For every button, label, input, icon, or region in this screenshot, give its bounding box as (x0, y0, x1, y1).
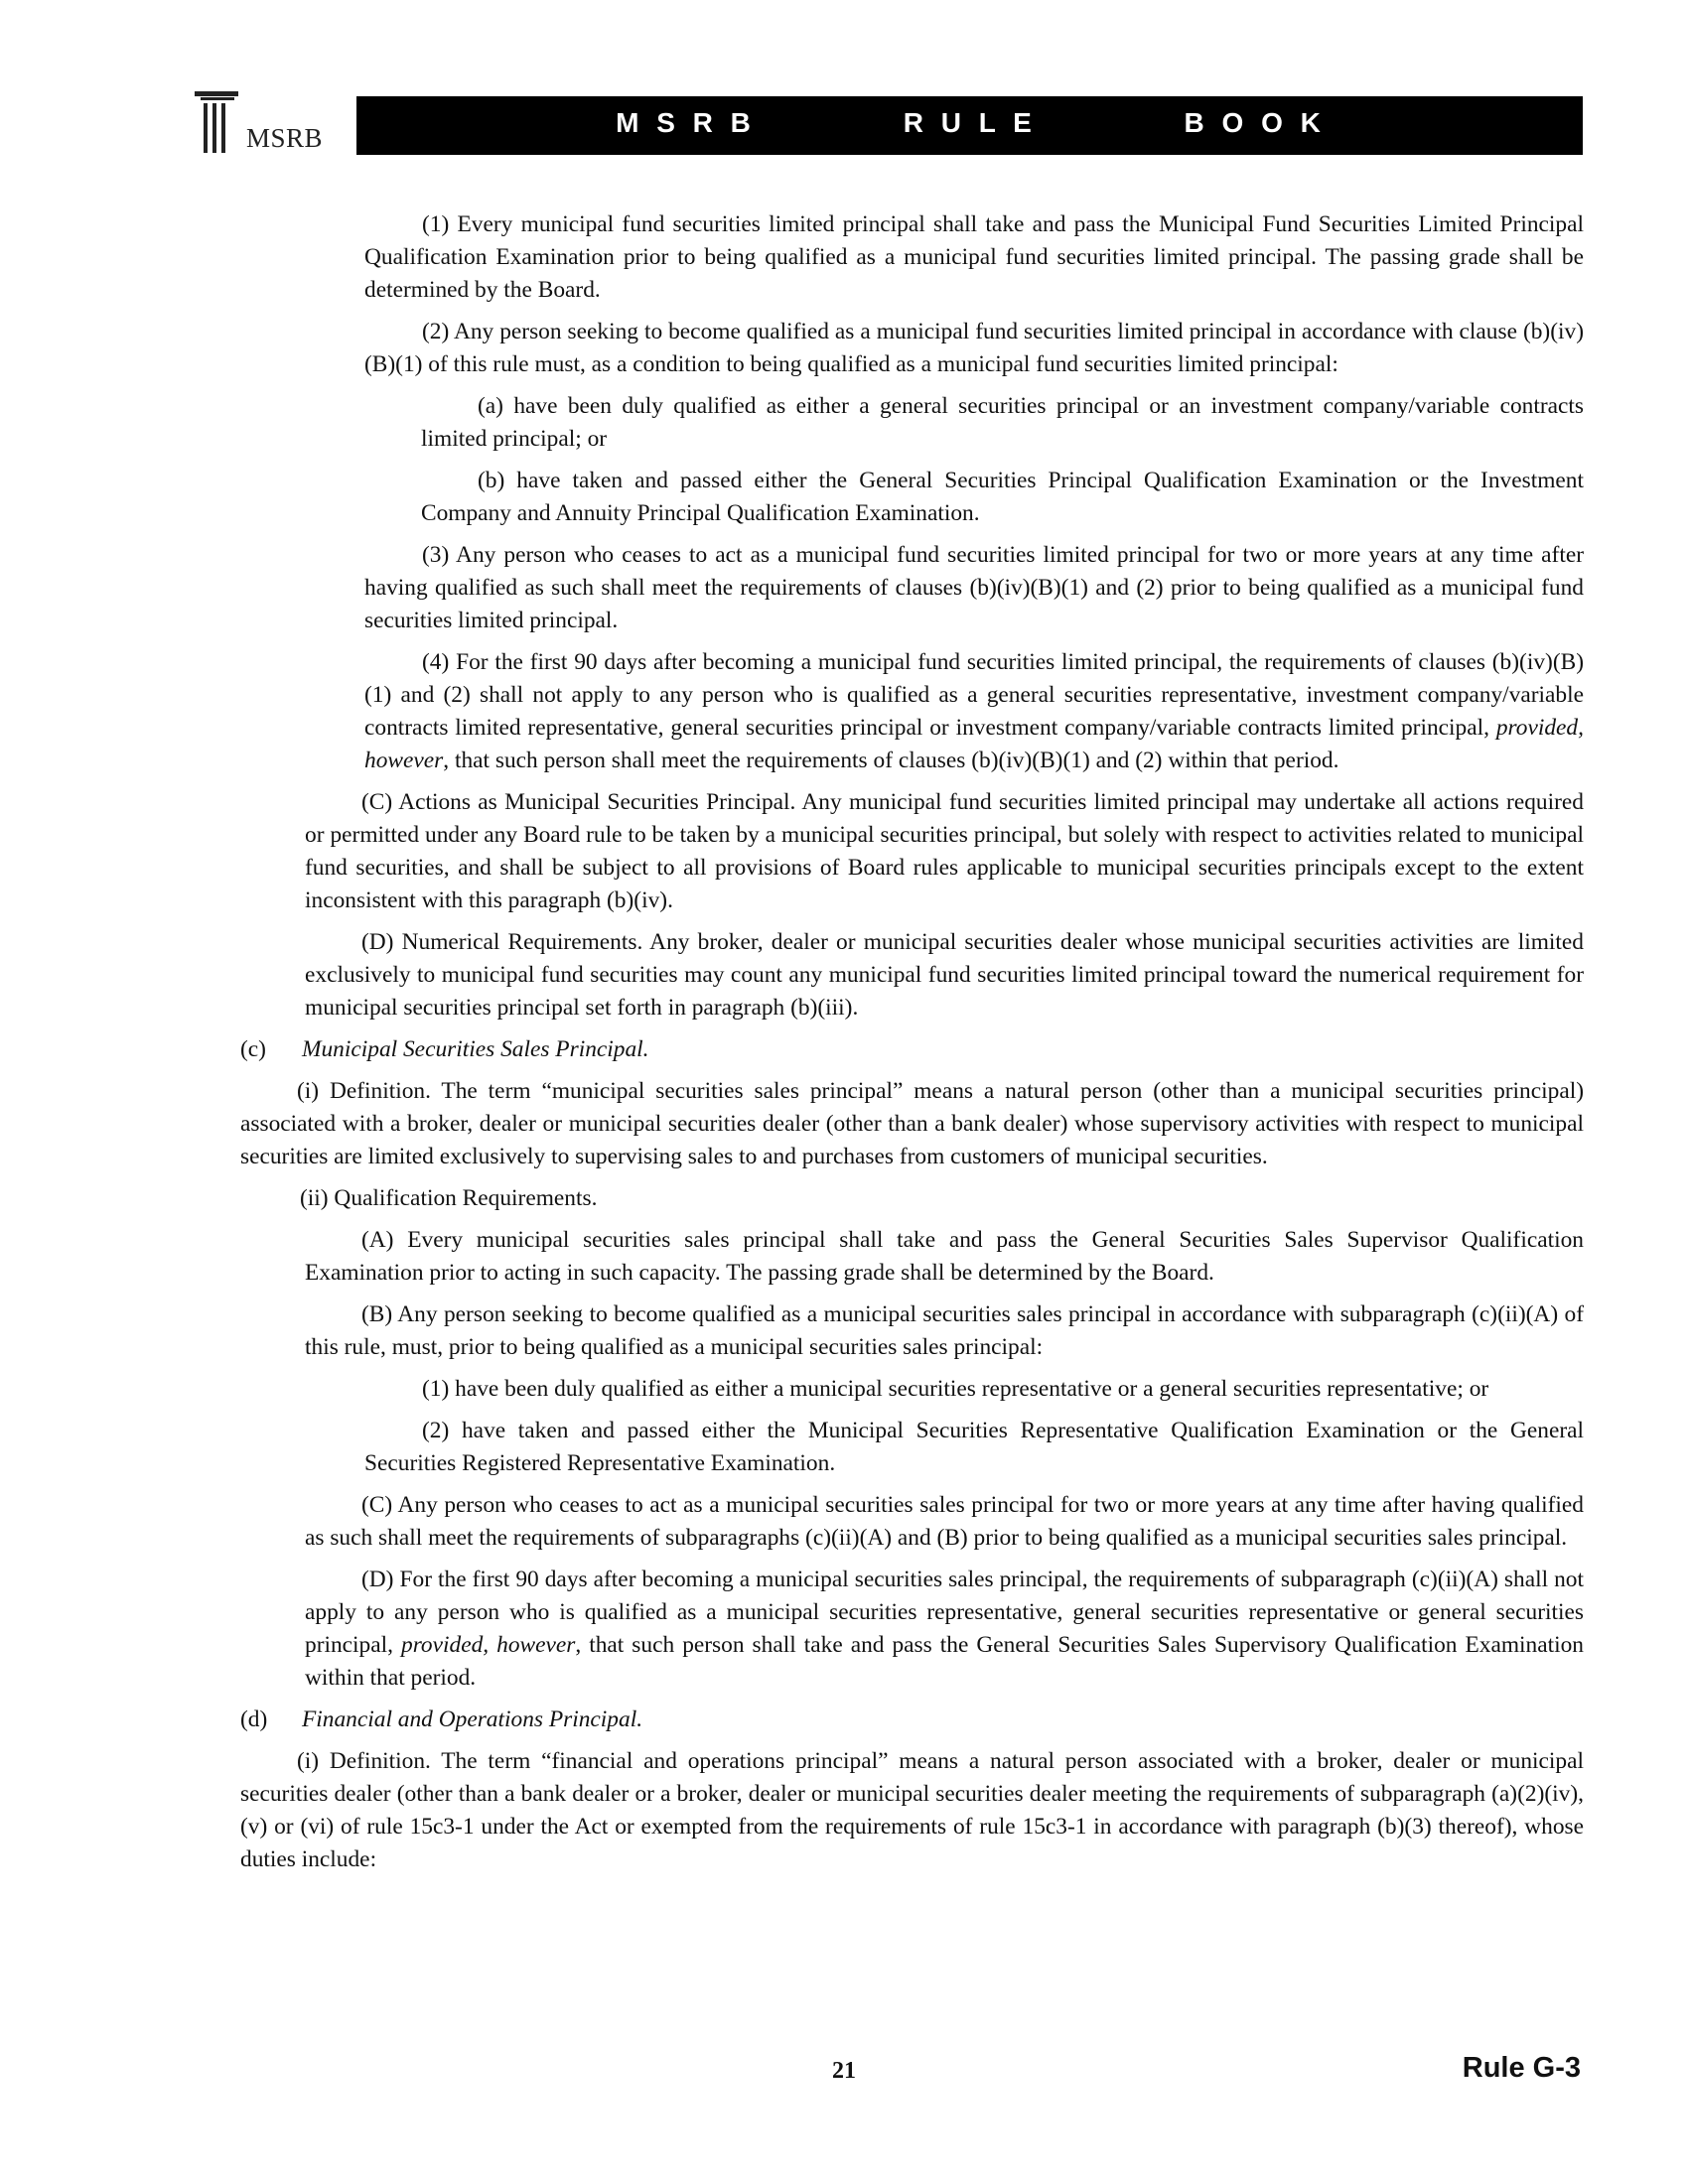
column-pillars-icon (195, 91, 240, 155)
paragraph-c-ii: (ii) Qualification Requirements. (300, 1185, 598, 1211)
section-c-title: Municipal Securities Sales Principal. (302, 1036, 649, 1062)
paragraph-b-iv-b-2-a: (a) have been duly qualified as either a general securities principal or an investment company/variable contracts limited principal; or (421, 393, 1584, 452)
paragraph-c-ii-b-1: (1) have been duly qualified as either a municipal securities representative or a general securities representative; or (422, 1376, 1489, 1402)
page-number: 21 (832, 2058, 856, 2084)
page-header (0, 0, 1688, 169)
paragraph-c-ii-b-2: (2) have taken and passed either the Municipal Securities Representative Qualification Examination or the General Securities Registered Representative Examination. (364, 1418, 1584, 1476)
ciiD-text-end: , that such person shall take and pass the General Securities Sales Supervisory Qualification Examination within that period. (305, 1632, 1584, 1691)
rulebook-banner (356, 96, 1583, 155)
paragraph-b-iv-d: (D) Numerical Requirements. Any broker, dealer or municipal securities dealer whose municipal securities activities are limited exclusively to municipal fund securities may count any municipal fund securities limited principal toward the numerical requirement for municipal securities principal set forth in paragraph (b)(iii). (305, 929, 1584, 1021)
section-d-label: (d) (240, 1706, 268, 1732)
paragraph-b-iv-b-2-b: (b) have taken and passed either the General Securities Principal Qualification Examination or the Investment Company and Annuity Principal Qualification Examination. (421, 468, 1584, 526)
paragraph-c-ii-a: (A) Every municipal securities sales principal shall take and pass the General Securities Sales Supervisor Qualification Examination prior to acting in such capacity. The passing grade shall be determined by the Board. (305, 1227, 1584, 1286)
paragraph-b-iv-b-4 (305, 646, 1584, 777)
paragraph-b-iv-c (305, 786, 1584, 917)
logo-text: MSRB (246, 123, 324, 153)
ciiD-proviso: provided, however (401, 1632, 576, 1658)
paragraph-b-iv-b-1: (1) Every municipal fund securities limited principal shall take and pass the Municipal Fund Securities Limited Principal Qualification Examination prior to being qualified as a municipal fund securities limited principal. The passing grade shall be determined by the Board. (364, 211, 1584, 303)
section-d-heading (240, 1704, 1584, 1736)
section-c-label: (c) (240, 1036, 266, 1062)
paragraph-c-ii-b: (B) Any person seeking to become qualified as a municipal securities sales principal in accordance with subparagraph (c)(ii)(A) of this rule, must, prior to being qualified as a municipal securities sales principal: (305, 1301, 1584, 1360)
banner-title (356, 107, 1583, 139)
p4-text: (4) For the first 90 days after becoming a municipal fund securities limited principal, the requirements of clauses (b)(iv)(B)(1) and (2) shall not apply to any person who is qualified as a general securities representative, investment company/variable contracts limited representative, general securities principal or investment company/variable contracts limited principal, (364, 649, 1584, 741)
section-c-heading (240, 1033, 1584, 1066)
pC-text: (C) Actions as Municipal Securities Principal. Any municipal fund securities limited principal may undertake all actions required or permitted under any Board rule to be taken by a municipal securities principal, but solely with respect to activities related to municipal fund securities, and shall be subject to all provisions of Board rules applicable to municipal securities principals except to the extent inconsistent with this paragraph (b)(iv). (305, 789, 1584, 913)
section-d-title: Financial and Operations Principal. (302, 1706, 643, 1732)
banner-word-rule: R U L E (903, 107, 1035, 138)
banner-word-book: B O O K (1184, 107, 1324, 138)
paragraph-b-iv-b-3: (3) Any person who ceases to act as a municipal fund securities limited principal for two or more years at any time after having qualified as such shall meet the requirements of clauses (b)(iv)(B)(1) and (2) prior to being qualified as a municipal fund securities limited principal. (364, 542, 1584, 633)
ciiD-text: (D) For the first 90 days after becoming a municipal securities sales principal, the requirements of subparagraph (c)(ii)(A) shall not apply to any person who is qualified as a municipal securities representative, general securities representative or general securities principal, (305, 1567, 1584, 1658)
msrb-logo (195, 91, 353, 159)
paragraph-b-iv-b-2: (2) Any person seeking to become qualified as a municipal fund securities limited principal in accordance with clause (b)(iv)(B)(1) of this rule must, as a condition to being qualified as a municipal fund securities limited principal: (364, 319, 1584, 377)
paragraph-c-ii-d (305, 1564, 1584, 1695)
p4-proviso: provided, however (364, 715, 1584, 773)
p4-text-end: , that such person shall meet the requirements of clauses (b)(iv)(B)(1) and (2) within that period. (443, 748, 1339, 773)
rule-label: Rule G-3 (1462, 2052, 1581, 2084)
banner-word-msrb: M S R B (616, 107, 754, 138)
paragraph-d-i: (i) Definition. The term “financial and operations principal” means a natural person associated with a broker, dealer or municipal securities dealer (other than a bank dealer or a broker, dealer or municipal securities dealer meeting the requirements of subparagraph (a)(2)(iv), (v) or (vi) of rule 15c3-1 under the Act or exempted from the requirements of rule 15c3-1 in accordance with paragraph (b)(3) thereof), whose duties include: (240, 1748, 1584, 1872)
paragraph-c-ii-c: (C) Any person who ceases to act as a municipal securities sales principal for two or more years at any time after having qualified as such shall meet the requirements of subparagraphs (c)(ii)(A) and (B) prior to being qualified as a municipal securities sales principal. (305, 1492, 1584, 1551)
paragraph-c-i: (i) Definition. The term “municipal securities sales principal” means a natural person (other than a municipal securities principal) associated with a broker, dealer or municipal securities dealer (other than a bank dealer) whose supervisory activities with respect to municipal securities are limited exclusively to supervising sales to and purchases from customers of municipal securities. (240, 1078, 1584, 1169)
rule-text (240, 208, 1584, 1885)
